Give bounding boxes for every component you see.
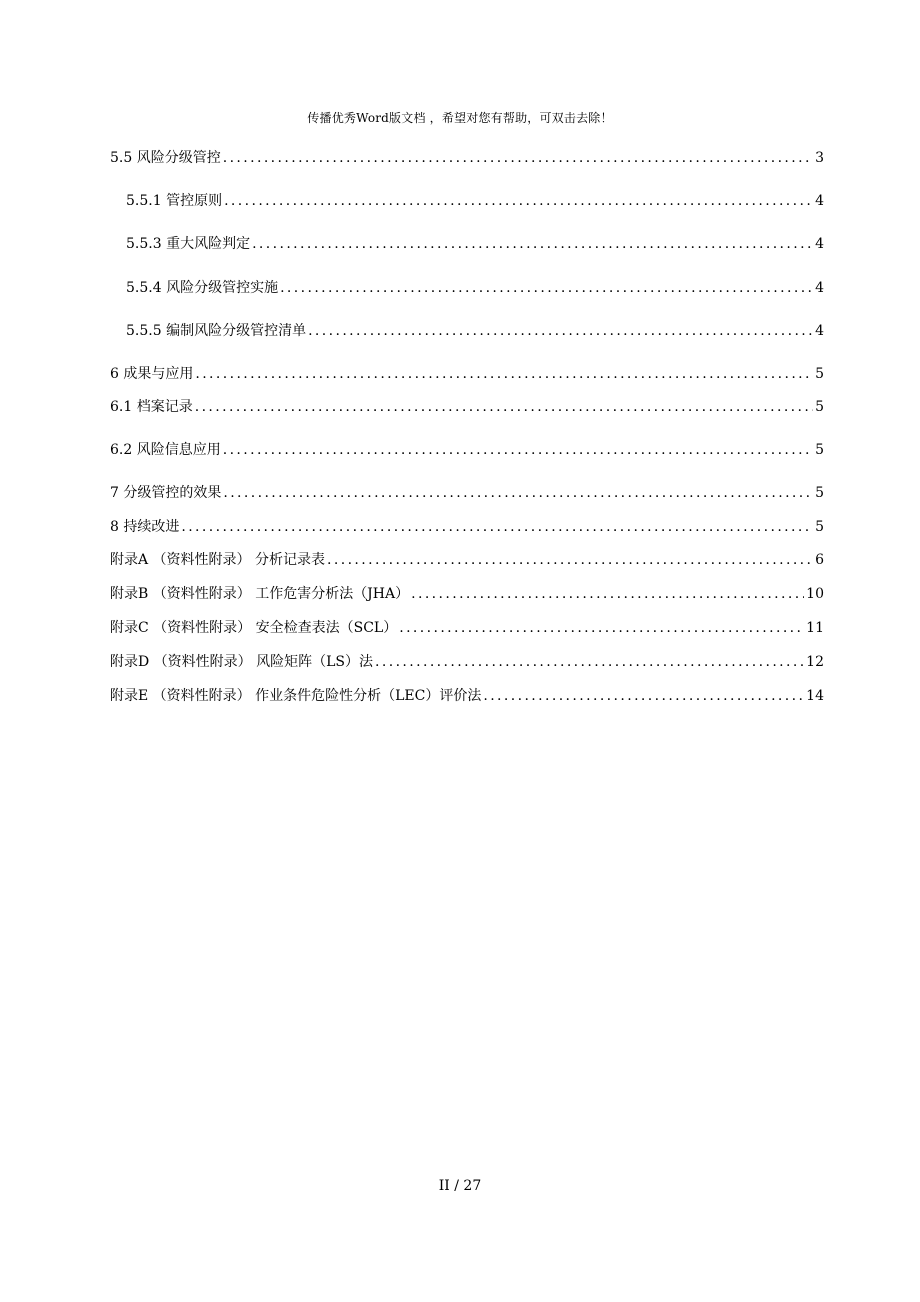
toc-entry[interactable]	[110, 320, 824, 342]
toc-dot-leader	[223, 439, 813, 461]
toc-dot-leader	[308, 320, 813, 342]
toc-entry-title: 附录B （资料性附录） 工作危害分析法（JHA）	[110, 586, 410, 602]
toc-entry[interactable]	[110, 190, 824, 212]
toc-entry-page: 5	[815, 485, 824, 501]
toc-entry-title: 5.5.1 管控原则	[126, 193, 223, 209]
toc-dot-leader	[280, 277, 813, 299]
toc-dot-leader	[195, 396, 813, 418]
toc-entry-title: 7 分级管控的效果	[110, 485, 222, 501]
toc-entry-title: 附录C （资料性附录） 安全检查表法（SCL）	[110, 620, 398, 636]
toc-entry[interactable]	[110, 482, 824, 504]
toc-entry-page: 4	[815, 193, 824, 209]
toc-entry-page: 5	[815, 442, 824, 458]
toc-dot-leader	[399, 617, 804, 639]
toc-entry-title: 附录A （资料性附录） 分析记录表	[110, 552, 326, 568]
toc-entry-title: 5.5.3 重大风险判定	[126, 236, 251, 252]
toc-entry-page: 12	[806, 654, 824, 670]
toc-entry[interactable]	[110, 147, 824, 169]
toc-entry-page: 3	[815, 150, 824, 166]
toc-entry-page: 5	[815, 366, 824, 382]
toc-entry[interactable]	[110, 363, 824, 385]
toc-dot-leader	[483, 685, 804, 707]
toc-entry-page: 4	[815, 323, 824, 339]
toc-entry[interactable]	[110, 396, 824, 418]
toc-entry-title: 6.1 档案记录	[110, 399, 193, 415]
toc-entry[interactable]	[110, 277, 824, 299]
toc-entry[interactable]	[110, 516, 824, 538]
toc-dot-leader	[195, 363, 813, 385]
toc-entry[interactable]	[110, 549, 824, 571]
toc-entry-page: 11	[806, 620, 824, 636]
toc-entry[interactable]	[110, 617, 824, 639]
toc-dot-leader	[327, 549, 813, 571]
toc-entry[interactable]	[110, 583, 824, 605]
toc-entry-title: 8 持续改进	[110, 519, 180, 535]
toc-entry-title: 6.2 风险信息应用	[110, 442, 221, 458]
toc-dot-leader	[375, 651, 804, 673]
toc-entry-page: 5	[815, 399, 824, 415]
toc-entry[interactable]	[110, 439, 824, 461]
toc-dot-leader	[252, 233, 813, 255]
toc-entry[interactable]	[110, 233, 824, 255]
toc-entry-page: 6	[815, 552, 824, 568]
toc-dot-leader	[181, 516, 813, 538]
toc-entry-title: 附录D （资料性附录） 风险矩阵（LS）法	[110, 654, 374, 670]
toc-entry-page: 4	[815, 280, 824, 296]
toc-entry-title: 5.5.5 编制风险分级管控清单	[126, 323, 307, 339]
toc-dot-leader	[411, 583, 804, 605]
toc-dot-leader	[223, 147, 813, 169]
header-note: 传播优秀Word版文档 ，希望对您有帮助，可双击去除！	[307, 111, 613, 125]
page-number: II / 27	[438, 1178, 482, 1194]
toc-dot-leader	[224, 190, 813, 212]
toc-entry-page: 4	[815, 236, 824, 252]
toc-entry-title: 6 成果与应用	[110, 366, 194, 382]
toc-entry[interactable]	[110, 685, 824, 707]
toc-entry[interactable]	[110, 651, 824, 673]
toc-entry-title: 5.5.4 风险分级管控实施	[126, 280, 279, 296]
toc-entry-page: 5	[815, 519, 824, 535]
toc-entry-page: 10	[806, 586, 824, 602]
toc-entry-page: 14	[806, 688, 824, 704]
toc-entry-title: 5.5 风险分级管控	[110, 150, 221, 166]
toc-entry-title: 附录E （资料性附录） 作业条件危险性分析（LEC）评价法	[110, 688, 482, 704]
toc-dot-leader	[223, 482, 813, 504]
